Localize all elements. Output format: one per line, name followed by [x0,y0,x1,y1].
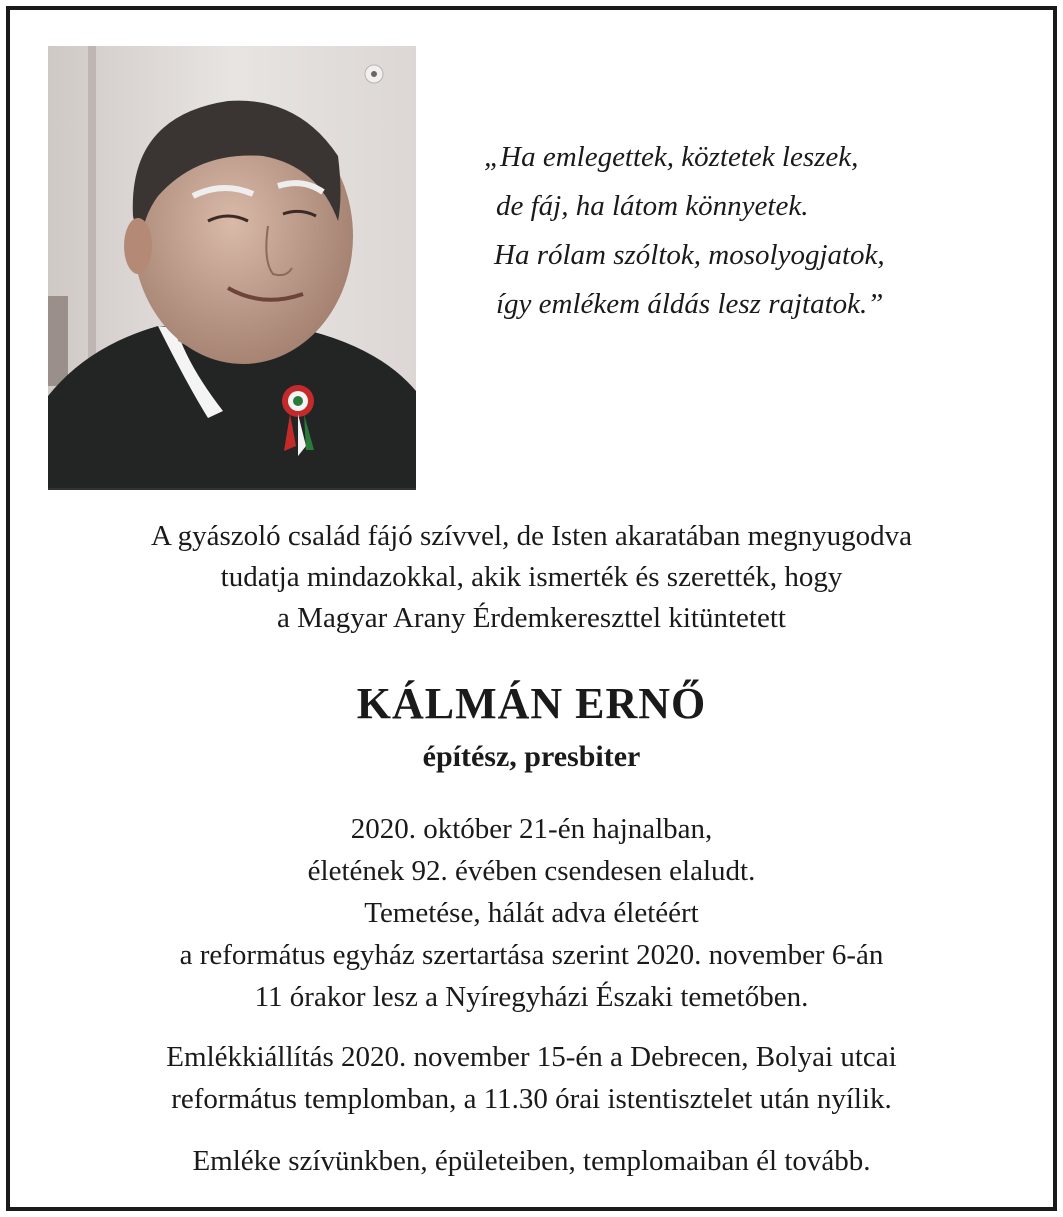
funeral-details [0,808,1063,1018]
details-line: Temetése, hálát adva életéért [364,897,699,929]
exhibit-line: Emlékkiállítás 2020. november 15-én a Debrecen, Bolyai utcai [166,1041,897,1073]
details-line: 2020. október 21-én hajnalban, [350,813,713,845]
intro-line: tudatja mindazokkal, akik ismerték és szerették, hogy [220,561,843,593]
quote-line: Ha rólam szóltok, mosolyogjatok, [494,239,885,271]
quote-line: így emlékem áldás lesz rajtatok.” [496,288,884,320]
announcement-intro [0,516,1063,639]
portrait-photo [48,46,416,490]
exhibit-line: református templomban, a 11.30 órai istentisztelet után nyílik. [171,1083,892,1115]
quote-line: de fáj, ha látom könnyetek. [496,190,809,222]
deceased-title: építész, presbiter [422,740,641,773]
deceased-name: KÁLMÁN ERNŐ [356,679,707,728]
memorial-exhibition [0,1036,1063,1120]
details-line: 11 órakor lesz a Nyíregyházi Északi temetőben. [254,981,809,1013]
closing-line [0,1140,1063,1182]
details-line: a református egyház szertartása szerint 2020. november 6-án [179,939,884,971]
intro-line: a Magyar Arany Érdemkereszttel kitüntetett [277,602,786,634]
intro-line: A gyászoló család fájó szívvel, de Isten akaratában megnyugodva [151,520,912,552]
details-line: életének 92. évében csendesen elaludt. [307,855,756,887]
closing-text: Emléke szívünkben, épületeiben, templomaiban él tovább. [192,1145,871,1177]
quote-line: „Ha emlegettek, köztetek leszek, [484,141,859,173]
memorial-quote [470,133,1010,329]
